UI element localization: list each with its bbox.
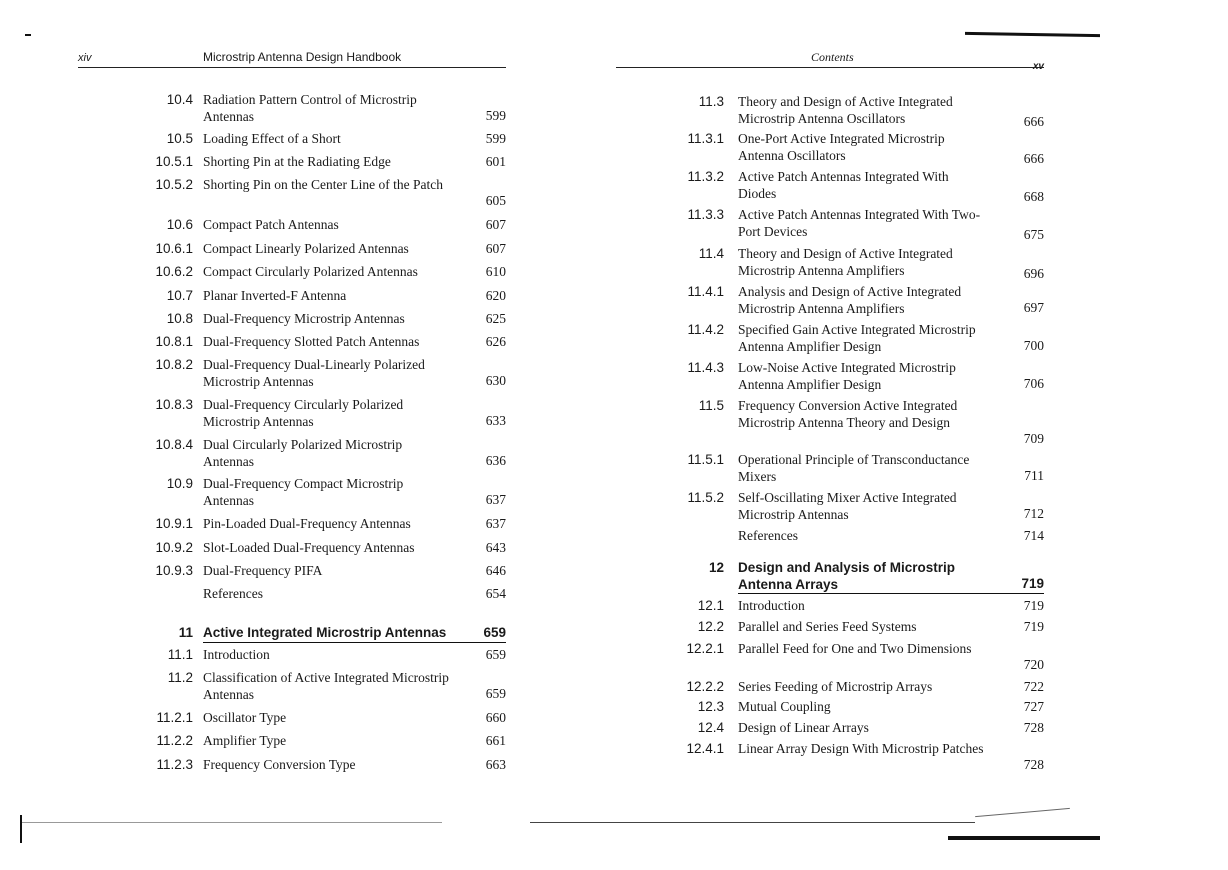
toc-section-title: Active Integrated Microstrip Antennas <box>203 625 447 640</box>
scan-mark-top-left <box>25 34 31 36</box>
toc-section-number: 11.5.1 <box>687 452 724 467</box>
toc-section-number: 11.4.2 <box>687 322 724 337</box>
right-running-title: Contents <box>811 50 854 64</box>
toc-section-title: Compact Circularly Polarized Antennas <box>203 264 418 279</box>
toc-section-title: Introduction <box>738 598 805 613</box>
toc-section-number: 10.5 <box>166 131 193 146</box>
toc-page-number: 661 <box>485 733 506 748</box>
toc-section-title: References <box>738 528 798 543</box>
toc-section-number: 12.2 <box>697 619 724 634</box>
toc-section-number: 11.2.2 <box>156 733 193 748</box>
toc-page-number: 646 <box>485 563 506 578</box>
toc-page-number: 607 <box>485 241 506 256</box>
toc-section-number: 10.8.2 <box>155 357 193 372</box>
toc-page-number: 727 <box>1023 699 1044 714</box>
toc-section-title: Dual-Frequency Dual-Linearly Polarized Microstrip Antennas <box>203 357 425 389</box>
toc-section-title: Active Patch Antennas Integrated With Diodes <box>738 169 949 201</box>
toc-section-title: Compact Linearly Polarized Antennas <box>203 241 409 256</box>
toc-section-title: Classification of Active Integrated Microstrip Antennas <box>203 670 449 702</box>
toc-section-title: Analysis and Design of Active Integrated Microstrip Antenna Amplifiers <box>738 284 962 316</box>
right-page <box>616 0 1044 870</box>
toc-section-title: Frequency Conversion Active Integrated Microstrip Antenna Theory and Design <box>738 398 958 430</box>
toc-section-number: 11.3 <box>698 94 724 109</box>
toc-section-number: 10.9 <box>166 476 193 491</box>
toc-section-title: Linear Array Design With Microstrip Patches <box>738 741 984 756</box>
toc-section-number: 11.3.3 <box>687 207 724 222</box>
left-header-rule <box>78 67 506 68</box>
toc-page-number: 666 <box>1023 114 1044 129</box>
toc-section-title: Dual-Frequency Slotted Patch Antennas <box>203 334 420 349</box>
toc-section-title: Oscillator Type <box>203 710 287 725</box>
toc-page-number: 599 <box>485 131 506 146</box>
toc-page-number: 654 <box>485 586 506 601</box>
toc-section-number: 10.9.2 <box>155 540 193 555</box>
toc-section-number: 11.3.1 <box>687 131 724 146</box>
toc-section-number: 11.2.3 <box>156 757 193 772</box>
chapter-underline <box>203 642 506 643</box>
toc-page-number: 709 <box>1023 431 1044 446</box>
toc-section-number: 12.4 <box>697 720 724 735</box>
left-page <box>78 0 506 870</box>
toc-section-number: 10.9.3 <box>155 563 193 578</box>
toc-section-title: Dual-Frequency Circularly Polarized Microstrip Antennas <box>203 397 404 429</box>
toc-section-title: Dual Circularly Polarized Microstrip Antennas <box>203 437 403 469</box>
toc-page-number: 601 <box>485 154 506 169</box>
toc-section-number: 10.6.1 <box>155 241 193 256</box>
toc-section-number: 10.9.1 <box>155 516 193 531</box>
toc-section-title: Low-Noise Active Integrated Microstrip Antenna Amplifier Design <box>738 360 956 392</box>
toc-section-number: 10.4 <box>166 92 193 107</box>
toc-section-number: 11 <box>178 625 193 640</box>
toc-page-number: 660 <box>485 710 506 725</box>
toc-section-title: Shorting Pin on the Center Line of the Patch <box>203 177 443 192</box>
toc-page-number: 720 <box>1023 657 1044 672</box>
toc-page-number: 659 <box>483 625 506 640</box>
toc-page-number: 607 <box>485 217 506 232</box>
toc-section-number: 10.8 <box>166 311 193 326</box>
toc-page-number: 659 <box>485 647 506 662</box>
toc-section-title: Slot-Loaded Dual-Frequency Antennas <box>203 540 415 555</box>
toc-page-number: 620 <box>485 288 506 303</box>
toc-section-title: Parallel and Series Feed Systems <box>738 619 917 634</box>
toc-section-title: One-Port Active Integrated Microstrip Antenna Oscillators <box>738 131 945 163</box>
toc-section-number: 11.2 <box>167 670 193 685</box>
toc-section-number: 12.3 <box>697 699 724 714</box>
toc-page-number: 637 <box>485 516 506 531</box>
toc-page-number: 666 <box>1023 151 1044 166</box>
toc-section-title: Theory and Design of Active Integrated Microstrip Antenna Amplifiers <box>738 246 953 278</box>
scan-mark-bottom-left <box>20 815 22 843</box>
toc-page-number: 663 <box>485 757 506 772</box>
toc-section-title: Theory and Design of Active Integrated Microstrip Antenna Oscillators <box>738 94 953 126</box>
toc-section-title: Dual-Frequency Microstrip Antennas <box>203 311 405 326</box>
toc-page-number: 696 <box>1023 266 1044 281</box>
toc-page-number: 675 <box>1023 227 1044 242</box>
toc-section-title: Loading Effect of a Short <box>203 131 341 146</box>
left-running-title: Microstrip Antenna Design Handbook <box>203 50 402 64</box>
toc-section-number: 10.5.1 <box>155 154 193 169</box>
toc-section-number: 10.8.3 <box>155 397 193 412</box>
toc-section-number: 11.4 <box>698 246 724 261</box>
toc-section-number: 10.5.2 <box>155 177 193 192</box>
toc-page-number: 668 <box>1023 189 1044 204</box>
toc-section-title: Design and Analysis of Microstrip Antenna Arrays <box>738 560 956 592</box>
toc-section-number: 10.8.1 <box>155 334 193 349</box>
toc-section-title: Dual-Frequency PIFA <box>203 563 323 578</box>
toc-page-number: 714 <box>1023 528 1044 543</box>
toc-section-title: Design of Linear Arrays <box>738 720 869 735</box>
toc-section-number: 11.1 <box>167 647 193 662</box>
toc-section-title: Parallel Feed for One and Two Dimensions <box>738 641 972 656</box>
toc-section-number: 12 <box>708 560 724 575</box>
toc-section-title: Operational Principle of Transconductance Mixers <box>738 452 970 484</box>
toc-section-number: 10.6 <box>166 217 193 232</box>
toc-section-title: Series Feeding of Microstrip Arrays <box>738 679 933 694</box>
toc-page-number: 636 <box>485 453 506 468</box>
toc-section-number: 11.5 <box>698 398 724 413</box>
toc-page-number: 719 <box>1021 576 1044 591</box>
toc-section-number: 12.4.1 <box>686 741 724 756</box>
toc-page-number: 599 <box>485 108 506 123</box>
toc-page-number: 610 <box>485 264 506 279</box>
toc-page-number: 633 <box>485 413 506 428</box>
toc-page-number: 625 <box>485 311 506 326</box>
toc-section-number: 12.2.2 <box>686 679 724 694</box>
toc-section-title: Mutual Coupling <box>738 699 831 714</box>
toc-section-number: 11.2.1 <box>156 710 193 725</box>
toc-section-number: 11.4.1 <box>687 284 724 299</box>
toc-page-number: 719 <box>1023 598 1044 613</box>
toc-page-number: 711 <box>1024 468 1044 483</box>
toc-section-title: Shorting Pin at the Radiating Edge <box>203 154 391 169</box>
toc-page-number: 700 <box>1023 338 1044 353</box>
toc-page-number: 643 <box>485 540 506 555</box>
toc-section-number: 11.4.3 <box>687 360 724 375</box>
toc-section-number: 11.3.2 <box>687 169 724 184</box>
toc-section-title: Self-Oscillating Mixer Active Integrated Microstrip Antennas <box>738 490 957 522</box>
toc-section-title: Pin-Loaded Dual-Frequency Antennas <box>203 516 411 531</box>
toc-section-number: 10.8.4 <box>155 437 193 452</box>
toc-section-title: Compact Patch Antennas <box>203 217 339 232</box>
toc-section-number: 10.6.2 <box>155 264 193 279</box>
toc-page-number: 728 <box>1023 757 1044 772</box>
toc-section-title: Planar Inverted-F Antenna <box>203 288 347 303</box>
right-header-rule <box>616 67 1044 68</box>
toc-section-number: 12.2.1 <box>686 641 724 656</box>
toc-page-number: 712 <box>1023 506 1044 521</box>
toc-section-title: Frequency Conversion Type <box>203 757 356 772</box>
toc-page-number: 706 <box>1023 376 1044 391</box>
toc-page-number: 719 <box>1023 619 1044 634</box>
toc-page-number: 605 <box>485 193 506 208</box>
toc-page-number: 722 <box>1023 679 1044 694</box>
toc-section-title: Specified Gain Active Integrated Microstrip Antenna Amplifier Design <box>738 322 976 354</box>
toc-page-number: 630 <box>485 373 506 388</box>
toc-section-title: Introduction <box>203 647 270 662</box>
chapter-underline <box>738 593 1044 594</box>
toc-section-title: Dual-Frequency Compact Microstrip Antennas <box>203 476 404 508</box>
toc-section-title: Amplifier Type <box>203 733 287 748</box>
toc-page-number: 697 <box>1023 300 1044 315</box>
toc-section-title: Active Patch Antennas Integrated With Two-Port Devices <box>738 207 981 239</box>
toc-page-number: 659 <box>485 686 506 701</box>
toc-section-number: 11.5.2 <box>687 490 724 505</box>
toc-page-number: 637 <box>485 492 506 507</box>
toc-section-title: Radiation Pattern Control of Microstrip Antennas <box>203 92 417 124</box>
toc-page-number: 626 <box>485 334 506 349</box>
toc-section-title: References <box>203 586 263 601</box>
toc-section-number: 12.1 <box>697 598 724 613</box>
toc-page-number: 728 <box>1023 720 1044 735</box>
toc-section-number: 10.7 <box>166 288 193 303</box>
left-folio: xiv <box>78 52 92 64</box>
